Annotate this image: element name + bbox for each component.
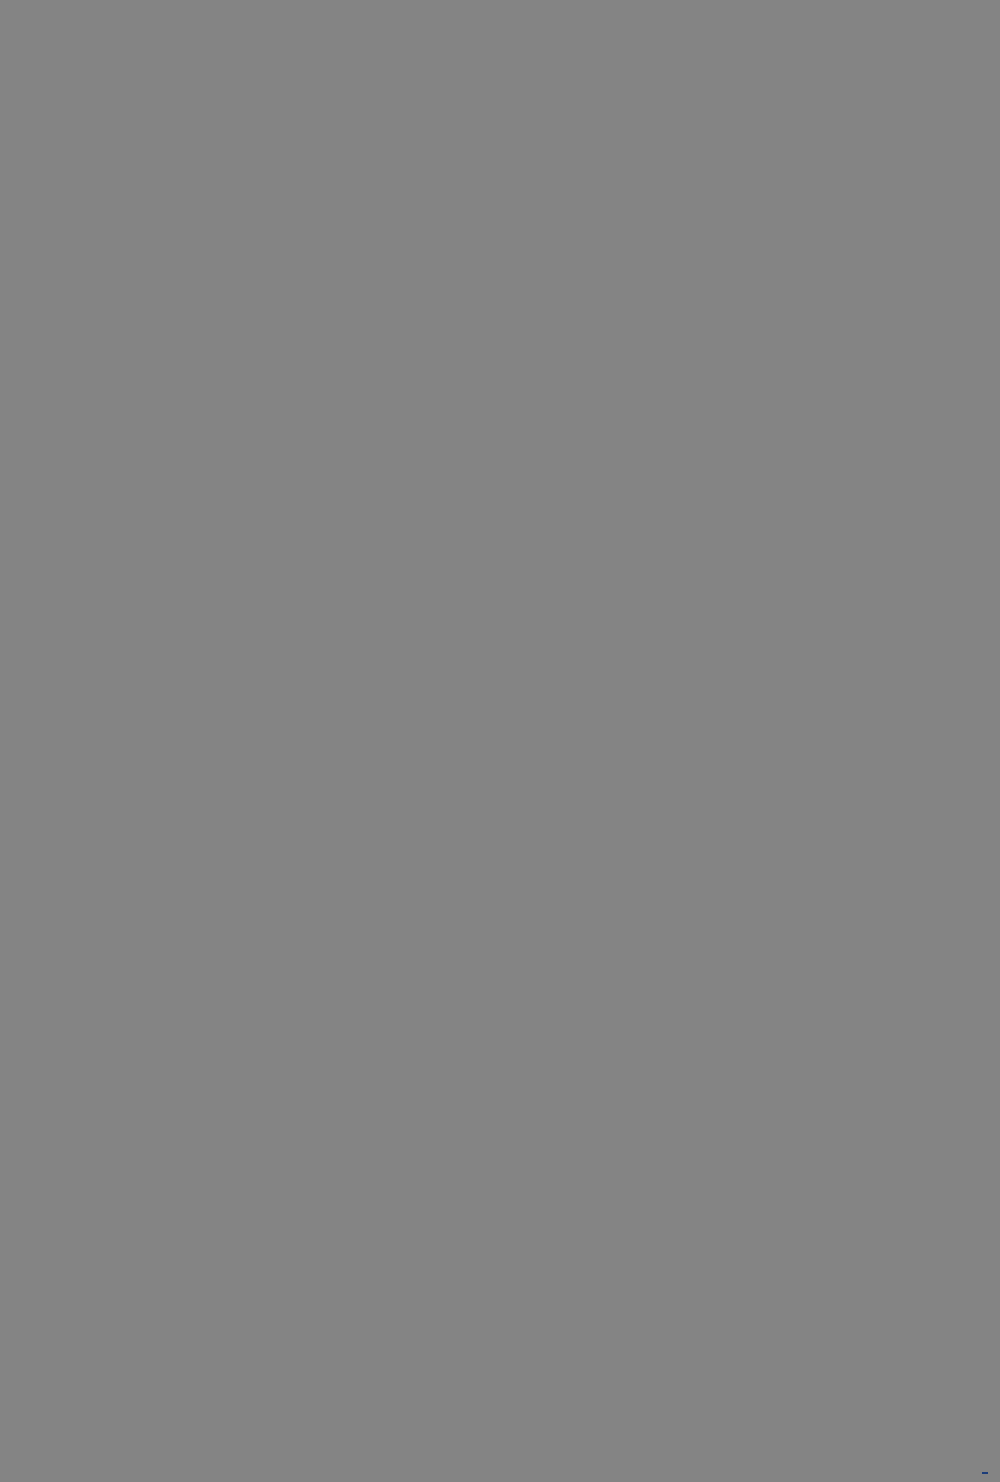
page-header	[0, 86, 1000, 110]
dfg-logo	[982, 1472, 988, 1474]
digitization-footer	[978, 1472, 988, 1474]
